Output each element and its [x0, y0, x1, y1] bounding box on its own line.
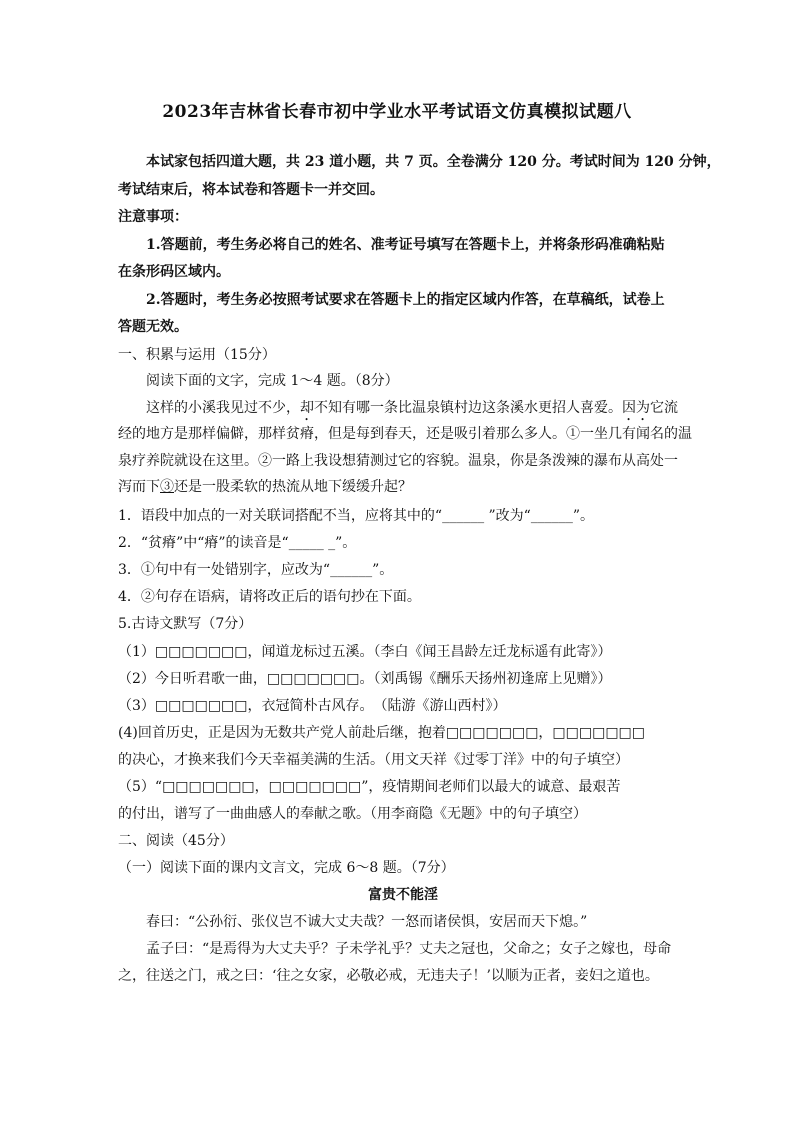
- passage-text: 这样的小溪我见过不少，: [146, 400, 300, 416]
- question-5-5-line-1: （5）“□□□□□□□，□□□□□□□”，疫情期间老师们以最大的诚意、最艰苦: [118, 779, 621, 795]
- notice-heading: 注意事项：: [118, 209, 188, 225]
- question-5-1: （1）□□□□□□□，闻道龙标过五溪。（李白《闻王昌龄左迁龙标遥有此寄》）: [118, 644, 612, 660]
- passage-text: 不知有哪一条比温泉镇村边这条溪水更招人喜爱。: [314, 400, 622, 416]
- classical-passage-title: 富贵不能淫: [368, 887, 438, 903]
- reading-prompt: 阅读下面的文字，完成 1～4 题。（8分）: [146, 373, 399, 389]
- notice-item-1-line-2: 在条形码区域内。: [118, 264, 230, 280]
- passage-text: 泻而下: [118, 479, 160, 495]
- passage-line-1: [146, 398, 688, 424]
- question-5-4-line-2: 的决心，才换来我们今天幸福美满的生活。（用文天祥《过零丁洋》中的句子填空）: [118, 752, 629, 768]
- intro-line-1: 本试家包括四道大题，共 23 道小题，共 7 页。全卷满分 120 分。考试时间为 120 分钟，: [146, 154, 721, 170]
- passage-text: 它流: [650, 400, 678, 416]
- passage-line-3: 泉疗养院就设在这里。②一路上我设想猜测过它的容貌。温泉，你是条泼辣的瀑布从高处一: [118, 453, 678, 469]
- section-2-sub-1: （一）阅读下面的课内文言文，完成 6～8 题。（7分）: [118, 860, 455, 876]
- notice-item-1-line-1: 1.答题前，考生务必将自己的姓名、准考证号填写在答题卡上，并将条形码准确粘贴: [146, 237, 665, 253]
- question-5: 5.古诗文默写（7分）: [118, 616, 253, 632]
- question-2: 2．“贫瘠”中“瘠”的读音是“_____ _”。: [118, 535, 357, 551]
- question-3: 3．①句中有一处错别字，应改为“______”。: [118, 562, 394, 578]
- dotted-conjunction: 因为: [622, 400, 650, 416]
- notice-item-2-line-1: 2.答题时，考生务必按照考试要求在答题卡上的指定区域内作答，在草稿纸，试卷上: [146, 292, 665, 308]
- section-2-heading: 二、阅读（45分）: [118, 833, 234, 849]
- question-4: 4．②句存在语病，请将改正后的语句抄在下面。: [118, 589, 421, 605]
- question-5-4-line-1: (4)回首历史，正是因为无数共产党人前赴后继，抱着□□□□□□□，□□□□□□□: [118, 725, 646, 741]
- intro-line-2: 考试结束后，将本试卷和答题卡一并交回。: [118, 182, 384, 198]
- question-5-3: （3）□□□□□□□，衣冠简朴古风存。 （陆游《游山西村》）: [118, 698, 507, 714]
- question-5-2: （2）今日听君歌一曲，□□□□□□□。（刘禹锡《酬乐天扬州初逢席上见赠》）: [118, 671, 612, 687]
- sentence-marker: ③: [160, 479, 174, 495]
- classical-passage-p2-line-2: 之，往送之门，戒之曰：‘往之女家，必敬必戒，无违夫子！’以顺为正者，妾妇之道也。: [118, 968, 659, 984]
- passage-line-2: 经的地方是那样偏僻，那样贫瘠，但是每到春天，还是吸引着那么多人。①一坐几有闻名的温: [118, 426, 692, 442]
- question-1: 1．语段中加点的一对关联词搭配不当，应将其中的“______ ”改为“______”。: [118, 508, 594, 524]
- classical-passage-p2-line-1: 孟子曰：“是焉得为大丈夫乎？子未学礼乎？丈夫之冠也，父命之；女子之嫁也，母命: [146, 941, 672, 957]
- exam-title: 2023年吉林省长春市初中学业水平考试语文仿真模拟试题八: [162, 102, 632, 122]
- notice-item-2-line-2: 答题无效。: [118, 319, 188, 335]
- classical-passage-p1: 春曰：“公孙衍、张仪岂不诚大丈夫哉？一怒而诸侯惧，安居而天下熄。”: [146, 914, 588, 930]
- dotted-conjunction: 却: [300, 400, 314, 416]
- section-1-heading: 一、积累与运用（15分）: [118, 347, 276, 363]
- passage-text: 还是一股柔软的热流从地下缓缓升起？: [174, 479, 412, 495]
- question-5-5-line-2: 的付出，谱写了一曲曲感人的奉献之歌。（用李商隐《无题》中的句子填空）: [118, 806, 587, 822]
- passage-line-4: [118, 477, 688, 497]
